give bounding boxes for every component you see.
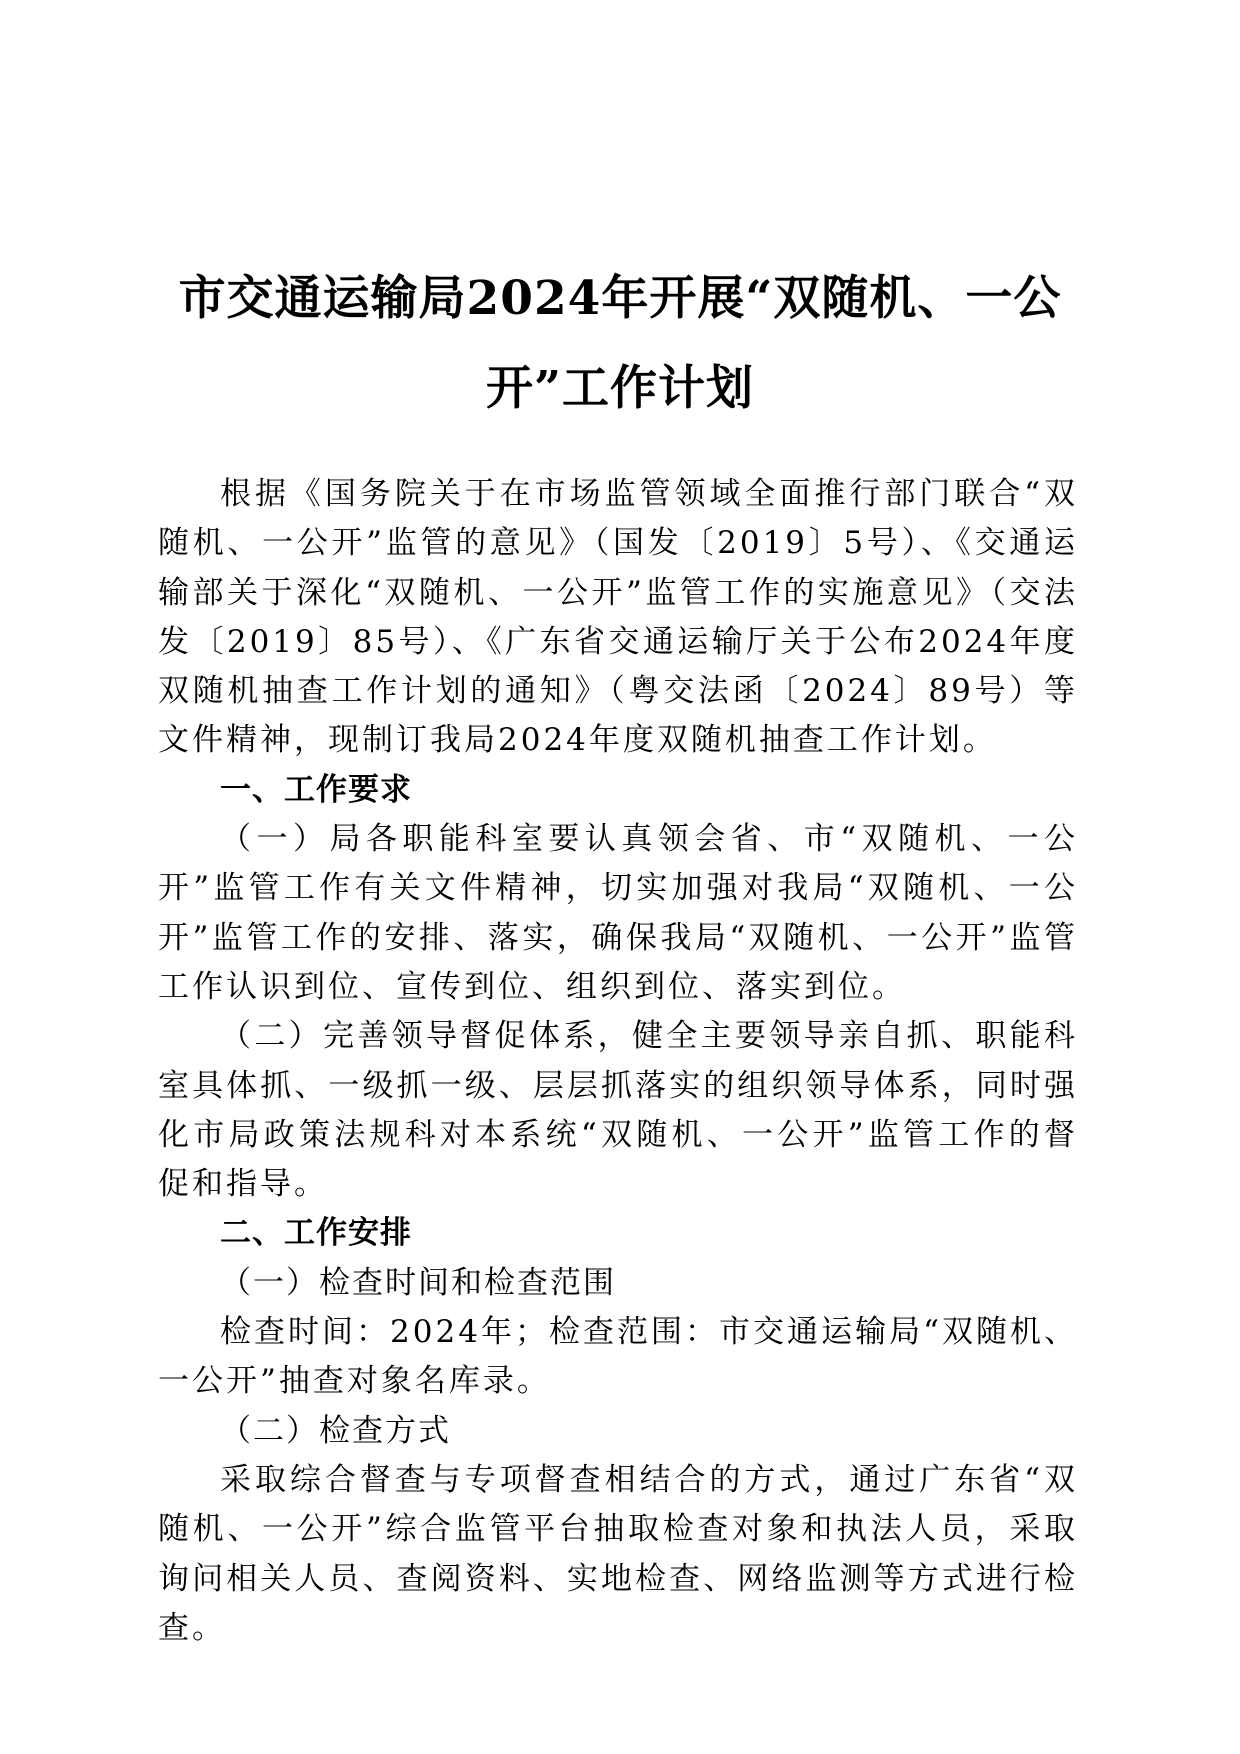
intro-paragraph: 根据《国务院关于在市场监管领域全面推行部门联合“双随机、一公开”监管的意见》（国发〔2019〕5号）、《交通运输部关于深化“双随机、一公开”监管工作的实施意见》（交法发〔2019〕85号）、《广东省交通运输厅关于公布2024年度双随机抽查工作计划的通知》（粤交法函〔2024〕89号）等文件精神，现制订我局2024年度双随机抽查工作计划。: [158, 476, 1078, 759]
document-body: [158, 470, 1078, 1653]
section-2-sub-2-text: 采取综合督查与专项督查相结合的方式，通过广东省“双随机、一公开”综合监管平台抽取检查对象和执法人员，采取询问相关人员、查阅资料、实地检查、网络监测等方式进行检查。: [158, 1461, 1078, 1646]
section-2-sub-2-heading: （二）检查方式: [220, 1412, 451, 1449]
section-2-heading: 二、工作安排: [220, 1215, 412, 1252]
section-2-sub-1-text: 检查时间：2024年；检查范围：市交通运输局“双随机、一公开”抽查对象名库录。: [158, 1314, 1078, 1400]
section-1-item-1: （一）局各职能科室要认真领会省、市“双随机、一公开”监管工作有关文件精神，切实加强对我局“双随机、一公开”监管工作的安排、落实，确保我局“双随机、一公开”监管工作认识到位、宣传到位、组织到位、落实到位。: [158, 821, 1078, 1005]
section-2-sub-1-heading: （一）检查时间和检查范围: [220, 1264, 616, 1301]
title-line-1: 市交通运输局2024年开展“双随机、一公: [178, 271, 1062, 326]
section-1-item-2: （二）完善领导督促体系，健全主要领导亲自抓、职能科室具体抓、一级抓一级、层层抓落实的组织领导体系，同时强化市局政策法规科对本系统“双随机、一公开”监管工作的督促和指导。: [158, 1018, 1078, 1203]
document-title: [150, 254, 1090, 434]
section-1-heading: 一、工作要求: [220, 771, 412, 808]
title-line-2: 开”工作计划: [485, 361, 755, 416]
